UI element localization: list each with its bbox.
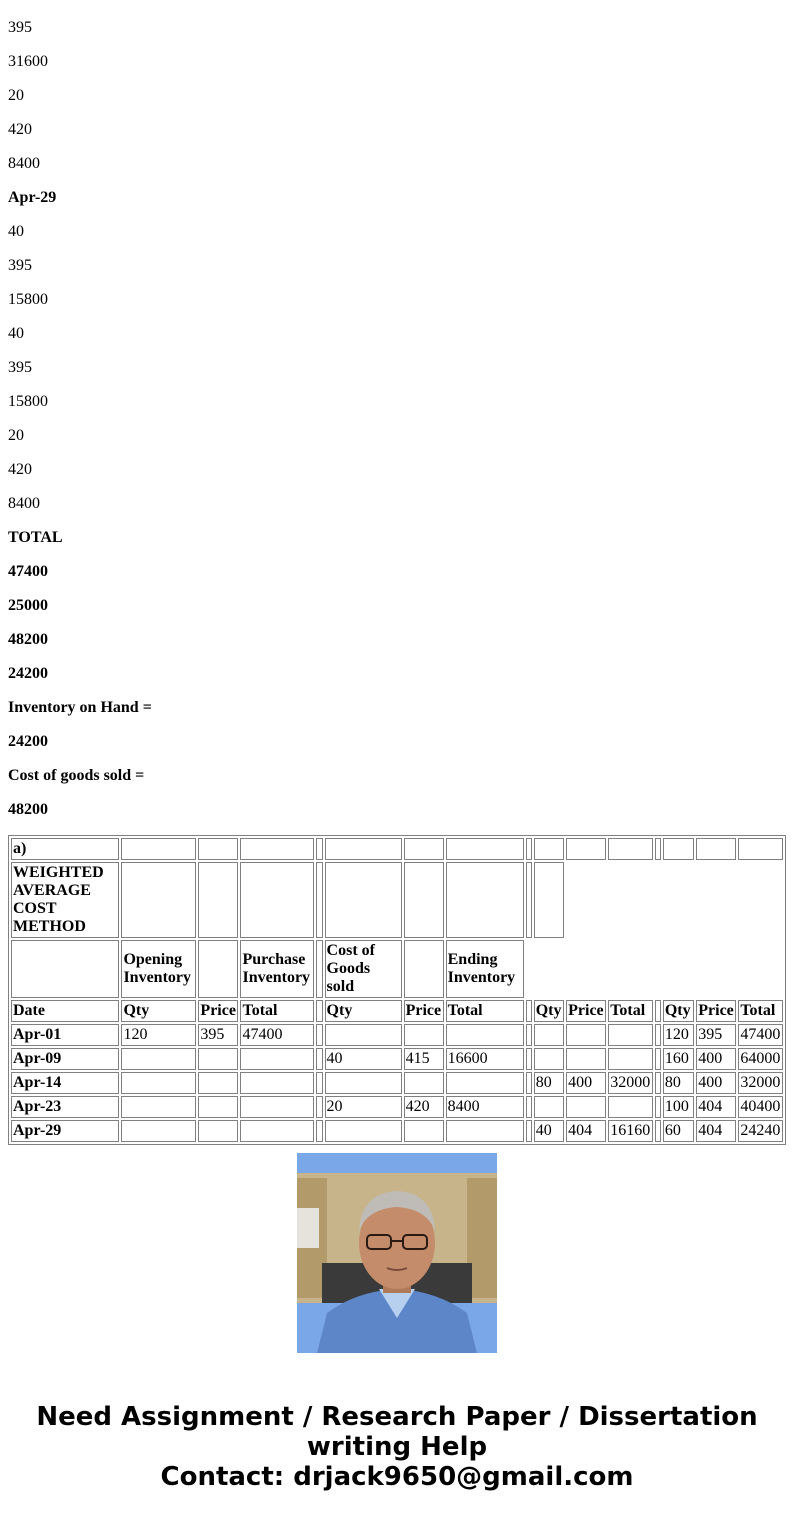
table-cell — [404, 1024, 444, 1046]
table-cell — [655, 1072, 661, 1094]
table-cell — [526, 1048, 532, 1070]
method-title: WEIGHTED AVERAGE COST METHOD — [11, 862, 119, 938]
table-cell — [446, 1024, 524, 1046]
table-cell — [316, 1096, 322, 1118]
table-cell — [608, 1096, 653, 1118]
table-cell — [446, 1072, 524, 1094]
column-header: Total — [738, 1000, 783, 1022]
table-cell: 24240 — [738, 1120, 783, 1142]
column-header: Price — [566, 1000, 606, 1022]
table-cell: 8400 — [446, 1096, 524, 1118]
table-cell — [316, 1072, 322, 1094]
promo-line-1: Need Assignment / Research Paper / Dissertation — [36, 1402, 758, 1432]
table-cell: 47400 — [240, 1024, 314, 1046]
table-cell — [198, 1096, 238, 1118]
table-cell — [121, 1120, 196, 1142]
column-header: Total — [240, 1000, 314, 1022]
table-row — [11, 1024, 783, 1046]
column-header: Price — [696, 1000, 736, 1022]
table-cell — [526, 1096, 532, 1118]
table-cell — [198, 1120, 238, 1142]
table-cell: 32000 — [608, 1072, 653, 1094]
calc-line: 20 — [8, 87, 24, 104]
purchase-inventory-header: Purchase Inventory — [240, 940, 314, 998]
table-cell: 404 — [696, 1096, 736, 1118]
table-cell — [534, 1096, 564, 1118]
cogs-header: Cost of Goods sold — [325, 940, 402, 998]
table-cell: 160 — [663, 1048, 694, 1070]
table-cell — [655, 1024, 661, 1046]
table-row — [11, 1048, 783, 1070]
calc-line: 395 — [8, 19, 32, 36]
calc-line: 40 — [8, 325, 24, 342]
table-cell: 16160 — [608, 1120, 653, 1142]
table-cell — [316, 1048, 322, 1070]
calc-line: 8400 — [8, 155, 40, 172]
table-cell: 120 — [663, 1024, 694, 1046]
calc-line: 40 — [8, 223, 24, 240]
table-cell — [121, 1048, 196, 1070]
column-header: Total — [608, 1000, 653, 1022]
calc-line: 48200 — [8, 631, 48, 648]
column-header: Total — [446, 1000, 524, 1022]
table-cell — [240, 1072, 314, 1094]
table-cell — [566, 1048, 606, 1070]
table-cell — [526, 1120, 532, 1142]
table-cell — [534, 1048, 564, 1070]
table-cell: 100 — [663, 1096, 694, 1118]
table-cell: 16600 — [446, 1048, 524, 1070]
calc-line: 48200 — [8, 801, 48, 818]
weighted-average-table — [8, 835, 786, 1145]
table-cell — [526, 1072, 532, 1094]
table-cell: 415 — [404, 1048, 444, 1070]
ending-inventory-header: Ending Inventory — [446, 940, 524, 998]
calc-line: Apr-29 — [8, 189, 57, 206]
table-cell — [566, 1024, 606, 1046]
table-cell: 47400 — [738, 1024, 783, 1046]
table-cell: 400 — [696, 1048, 736, 1070]
table-cell: 395 — [696, 1024, 736, 1046]
table-cell — [608, 1024, 653, 1046]
table-row-method-title — [11, 862, 783, 938]
calc-line: 25000 — [8, 597, 48, 614]
promo-line-2: writing Help — [306, 1432, 488, 1462]
table-cell: 80 — [663, 1072, 694, 1094]
column-header: Qty — [325, 1000, 402, 1022]
table-cell: 404 — [696, 1120, 736, 1142]
table-cell: 40 — [325, 1048, 402, 1070]
table-cell — [655, 1120, 661, 1142]
column-header — [655, 1000, 661, 1022]
table-cell — [534, 1024, 564, 1046]
avatar — [297, 1153, 497, 1353]
column-header — [526, 1000, 532, 1022]
table-cell — [655, 1048, 661, 1070]
table-cell: 404 — [566, 1120, 606, 1142]
table-cell — [566, 1096, 606, 1118]
table-cell — [316, 1024, 322, 1046]
table-body — [11, 1024, 783, 1142]
calc-line: 395 — [8, 359, 32, 376]
table-cell: 395 — [198, 1024, 238, 1046]
table-cell — [655, 1096, 661, 1118]
table-cell — [240, 1096, 314, 1118]
table-cell: 32000 — [738, 1072, 783, 1094]
table-row — [11, 1096, 783, 1118]
promo-contact: Contact: drjack9650@gmail.com — [160, 1462, 634, 1492]
column-header: Qty — [534, 1000, 564, 1022]
calc-line: Cost of goods sold = — [8, 767, 145, 784]
table-cell — [404, 1120, 444, 1142]
table-row-column-headers — [11, 1000, 783, 1022]
table-cell — [325, 1120, 402, 1142]
table-cell — [121, 1072, 196, 1094]
table-cell — [121, 1096, 196, 1118]
table-cell — [404, 1072, 444, 1094]
calc-line: 24200 — [8, 665, 48, 682]
table-cell: 60 — [663, 1120, 694, 1142]
calc-line: 395 — [8, 257, 32, 274]
table-cell: 400 — [566, 1072, 606, 1094]
calculation-lines — [8, 0, 152, 816]
calc-line: 47400 — [8, 563, 48, 580]
column-header — [316, 1000, 322, 1022]
table-cell — [325, 1072, 402, 1094]
table-row-group-headers — [11, 940, 783, 998]
column-header: Price — [404, 1000, 444, 1022]
table-row-part-label — [11, 838, 783, 860]
weighted-average-table-wrapper — [8, 835, 786, 1139]
table-cell: 40 — [534, 1120, 564, 1142]
table-cell — [198, 1072, 238, 1094]
calc-line: 420 — [8, 461, 32, 478]
opening-inventory-header: Opening Inventory — [121, 940, 196, 998]
promo-banner — [0, 1402, 794, 1492]
table-cell — [198, 1048, 238, 1070]
calc-line: 8400 — [8, 495, 40, 512]
table-cell: 420 — [404, 1096, 444, 1118]
table-cell — [240, 1048, 314, 1070]
calc-line: Inventory on Hand = — [8, 699, 152, 716]
table-cell: 400 — [696, 1072, 736, 1094]
row-date: Apr-01 — [11, 1024, 119, 1046]
table-cell: 40400 — [738, 1096, 783, 1118]
table-cell — [240, 1120, 314, 1142]
calc-line: 15800 — [8, 393, 48, 410]
part-label: a) — [11, 838, 119, 860]
row-date: Apr-14 — [11, 1072, 119, 1094]
calc-line: 15800 — [8, 291, 48, 308]
table-cell — [526, 1024, 532, 1046]
calc-line: 20 — [8, 427, 24, 444]
table-cell — [316, 1120, 322, 1142]
column-header: Date — [11, 1000, 119, 1022]
row-date: Apr-23 — [11, 1096, 119, 1118]
calc-line: TOTAL — [8, 529, 63, 546]
column-header: Price — [198, 1000, 238, 1022]
table-cell: 80 — [534, 1072, 564, 1094]
calc-line: 420 — [8, 121, 32, 138]
table-cell — [446, 1120, 524, 1142]
table-cell — [608, 1048, 653, 1070]
table-row — [11, 1120, 783, 1142]
table-cell: 120 — [121, 1024, 196, 1046]
column-header: Qty — [663, 1000, 694, 1022]
person-portrait-image — [297, 1153, 497, 1353]
row-date: Apr-29 — [11, 1120, 119, 1142]
column-header: Qty — [121, 1000, 196, 1022]
calc-line: 31600 — [8, 53, 48, 70]
table-row — [11, 1072, 783, 1094]
row-date: Apr-09 — [11, 1048, 119, 1070]
table-cell: 64000 — [738, 1048, 783, 1070]
table-cell — [325, 1024, 402, 1046]
table-cell: 20 — [325, 1096, 402, 1118]
calc-line: 24200 — [8, 733, 48, 750]
